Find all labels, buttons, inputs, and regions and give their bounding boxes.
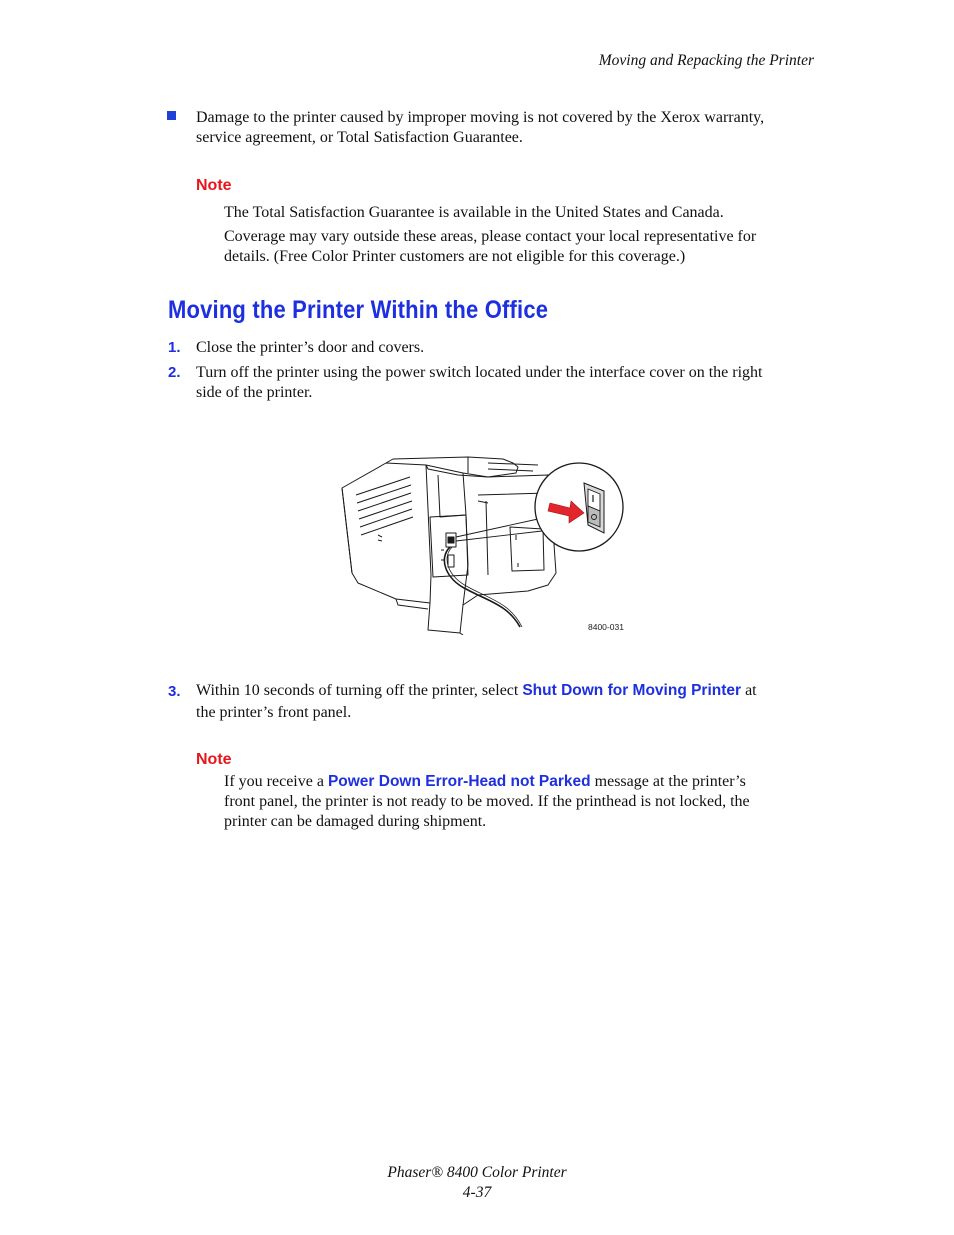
note-2-line-2: front panel, the printer is not ready to be moved. If the printhead is not locked, the [224, 793, 750, 810]
footer-product-name: Phaser® 8400 Color Printer [387, 1164, 567, 1181]
printer-right-panel [426, 465, 556, 633]
warranty-line-1: Damage to the printer caused by improper moving is not covered by the Xerox warranty, [196, 109, 765, 126]
warranty-line-2: service agreement, or Total Satisfaction Guarantee. [196, 129, 523, 146]
section-heading: Moving the Printer Within the Office [168, 296, 549, 324]
shut-down-for-moving-term: Shut Down for Moving Printer [522, 682, 742, 699]
warranty-bullet-text [196, 108, 764, 148]
footer-page-number: 4-37 [462, 1184, 492, 1201]
step-2-line-2: side of the printer. [196, 384, 313, 401]
step-number-2: 2. [168, 364, 181, 381]
power-cord [444, 547, 520, 627]
step-3-text-before: Within 10 seconds of turning off the printer, select [196, 682, 523, 699]
running-header: Moving and Repacking the Printer [598, 52, 814, 69]
note-label: Note [196, 751, 232, 768]
power-down-error-term: Power Down Error-Head not Parked [327, 773, 591, 790]
printer-left-panel [342, 463, 431, 603]
step-2-text [196, 363, 763, 403]
printer-power-switch-illustration [338, 455, 628, 635]
note-coverage-text [224, 227, 756, 267]
note-guarantee-availability: The Total Satisfaction Guarantee is available in the United States and Canada. [224, 204, 724, 221]
step-1-text: Close the printer’s door and covers. [196, 339, 425, 356]
step-3-text-after: at [741, 682, 757, 699]
note-2-line-3: printer can be damaged during shipment. [224, 813, 487, 830]
note-2-text-after: message at the printer’s [590, 773, 746, 790]
step-3-text [196, 681, 757, 723]
note-label: Note [196, 177, 232, 194]
note-2-line-1 [224, 772, 750, 792]
step-3-line-2: the printer’s front panel. [196, 704, 352, 721]
step-3-line-1 [196, 681, 757, 701]
step-number-3: 3. [168, 683, 181, 700]
step-2-line-1: Turn off the printer using the power switch located under the interface cover on the right [196, 364, 763, 381]
magnified-switch-callout [535, 463, 623, 551]
note-head-not-parked-text [224, 772, 750, 832]
note-2-text-before: If you receive a [224, 773, 328, 790]
note-coverage-line-1: Coverage may vary outside these areas, please contact your local representative for [224, 228, 757, 245]
figure-code: 8400-031 [588, 622, 624, 632]
callout-leader [456, 519, 542, 541]
note-coverage-line-2: details. (Free Color Printer customers are not eligible for this coverage.) [224, 248, 686, 265]
bullet-square-icon [167, 111, 176, 120]
step-number-1: 1. [168, 339, 181, 356]
